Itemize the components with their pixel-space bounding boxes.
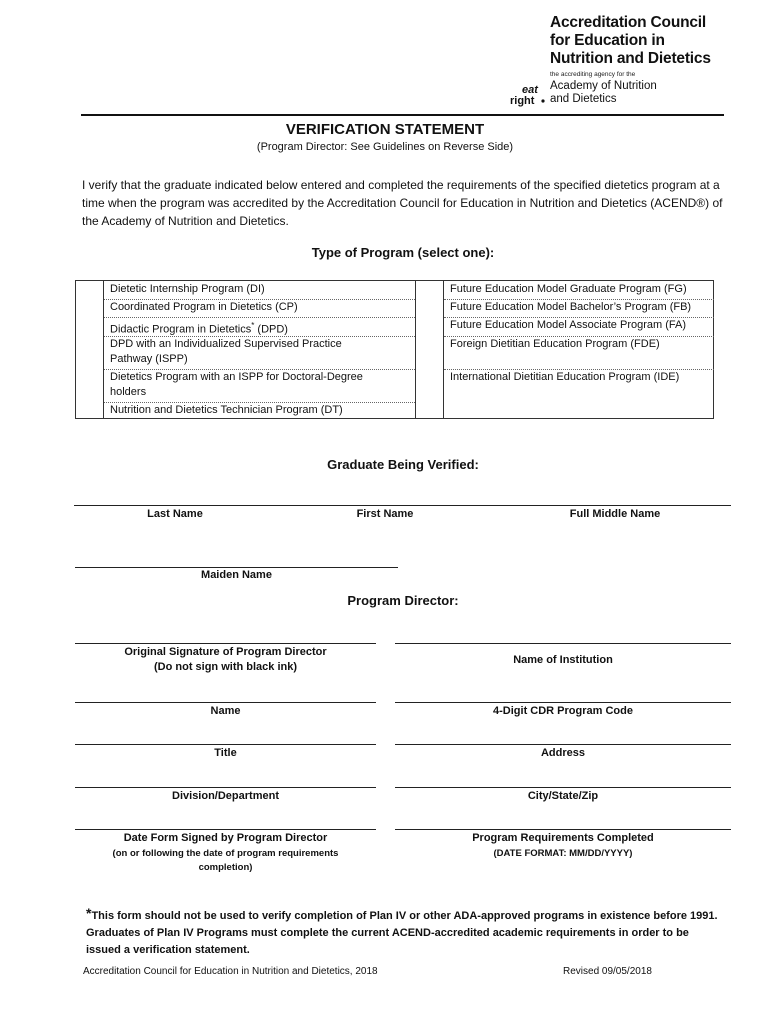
org-name-line3: Nutrition and Dietetics (550, 50, 711, 67)
option-di-label: Dietetic Internship Program (DI) (110, 283, 265, 295)
option-fa-label: Future Education Model Associate Program (FA) (450, 319, 686, 331)
right-program-list (444, 281, 714, 418)
signature-label-text: Original Signature of Program Director (124, 646, 327, 658)
option-fb[interactable] (444, 299, 714, 317)
req-completed-line[interactable] (395, 829, 731, 830)
header-divider (81, 114, 724, 116)
option-ispp-doctoral[interactable] (104, 369, 415, 402)
institution-label: Name of Institution (513, 654, 613, 666)
req-completed-label: Program Requirements Completed (472, 832, 654, 844)
footnote-text: This form should not be used to verify completion of Plan IV or other ADA-approved programs in existence before 1991. Graduates of Plan IV Programs must complete the current ACEND-accredited academic requirements in order to be issued a verification statement. (86, 910, 718, 956)
date-signed-label: Date Form Signed by Program Director (123, 832, 328, 844)
agency-tagline: the accrediting agency for the (550, 71, 636, 78)
acend-logo-text (550, 14, 711, 68)
date-signed-line[interactable] (75, 829, 376, 830)
signature-line[interactable] (75, 643, 376, 644)
left-program-list (104, 281, 415, 418)
page-title: VERIFICATION STATEMENT (285, 121, 485, 138)
footnote-mark: * (86, 905, 92, 921)
cdr-code-label: 4-Digit CDR Program Code (493, 705, 633, 717)
option-ide[interactable] (444, 369, 714, 419)
footer-revised-date: Revised 09/05/2018 (563, 966, 652, 977)
address-line[interactable] (395, 744, 731, 745)
academy-line1: Academy of Nutrition (550, 80, 657, 92)
city-state-zip-label: City/State/Zip (527, 790, 599, 802)
signature-label (75, 645, 376, 675)
eatright-logo-bottom: right (510, 95, 535, 107)
option-fg[interactable] (444, 281, 714, 299)
program-type-table (75, 280, 714, 419)
last-name-label: Last Name (147, 508, 203, 520)
option-di[interactable] (104, 281, 415, 299)
option-fde[interactable] (444, 336, 714, 369)
footnote (86, 905, 726, 959)
title-label: Title (214, 747, 237, 759)
date-signed-note-line1: (on or following the date of program requirements (112, 848, 339, 859)
option-ispp-label: DPD with an Individualized Supervised Practice Pathway (ISPP) (110, 338, 342, 365)
title-line[interactable] (75, 744, 376, 745)
cdr-code-line[interactable] (395, 702, 731, 703)
right-checkbox-column[interactable] (416, 281, 443, 418)
eatright-logo-top: eat (522, 84, 538, 96)
option-fg-label: Future Education Model Graduate Program (FG) (450, 283, 687, 295)
option-dt-label: Nutrition and Dietetics Technician Program (DT) (110, 404, 343, 416)
option-fa[interactable] (444, 317, 714, 336)
option-cp[interactable] (104, 299, 415, 317)
footer-copyright: Accreditation Council for Education in Nutrition and Dietetics, 2018 (83, 966, 378, 977)
option-ide-label: International Dietitian Education Program (IDE) (450, 371, 680, 383)
date-format-note: (DATE FORMAT: MM/DD/YYYY) (493, 848, 633, 859)
maiden-name-label: Maiden Name (201, 569, 272, 581)
verification-text: I verify that the graduate indicated below entered and completed the requirements of the specified dietetics program at a time when the program was accredited by the Accreditation Council for Education in Nutrition and Dietetics (ACEND®) of the Academy of Nutrition and Dietetics. (82, 178, 723, 228)
option-ispp-doctoral-label: Dietetics Program with an ISPP for Doctoral-Degree holders (110, 371, 363, 398)
director-name-line[interactable] (75, 702, 376, 703)
page-subtitle: (Program Director: See Guidelines on Reverse Side) (256, 141, 514, 153)
option-ispp[interactable] (104, 336, 415, 369)
date-signed-note-line2: completion) (198, 862, 253, 873)
option-dt[interactable] (104, 402, 415, 419)
director-heading: Program Director: (347, 593, 459, 608)
address-label: Address (540, 747, 586, 759)
institution-line[interactable] (395, 643, 731, 644)
academy-name (550, 80, 657, 106)
academy-line2: and Dietetics (550, 93, 617, 105)
option-cp-label: Coordinated Program in Dietetics (CP) (110, 301, 298, 313)
option-fb-label: Future Education Model Bachelor’s Program (FB) (450, 301, 692, 313)
option-dpd-label: Didactic Program in Dietetics* (DPD) (110, 321, 288, 336)
signature-note: (Do not sign with black ink) (154, 661, 297, 673)
division-label: Division/Department (172, 790, 279, 802)
option-dpd[interactable] (104, 317, 415, 336)
middle-name-label: Full Middle Name (569, 508, 661, 520)
division-line[interactable] (75, 787, 376, 788)
city-state-zip-line[interactable] (395, 787, 731, 788)
eatright-logo-icon (508, 82, 548, 108)
graduate-name-line[interactable] (74, 505, 731, 506)
program-type-heading: Type of Program (select one): (311, 245, 495, 260)
first-name-label: First Name (356, 508, 414, 520)
option-fde-label: Foreign Dietitian Education Program (FDE) (450, 338, 660, 350)
org-name-line2: for Education in (550, 32, 665, 49)
org-name-line1: Accreditation Council (550, 14, 706, 31)
graduate-heading: Graduate Being Verified: (327, 457, 479, 472)
date-signed-note (75, 847, 376, 875)
left-checkbox-column[interactable] (76, 281, 103, 418)
director-name-label: Name (210, 705, 241, 717)
